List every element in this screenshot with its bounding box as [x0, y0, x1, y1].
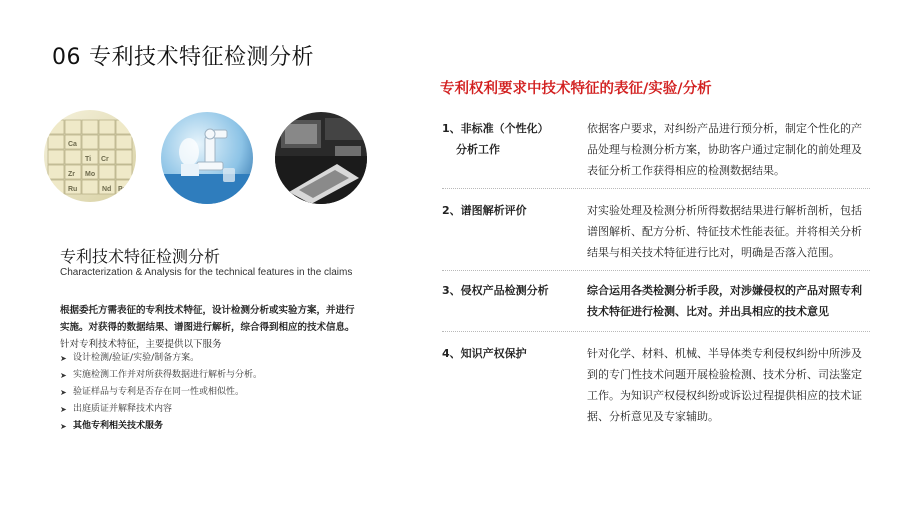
arrow-bullet-icon: ➤: [60, 405, 67, 414]
svg-text:Ca: Ca: [68, 141, 77, 148]
section-subheading: Characterization & Analysis for the technical features in the claims: [60, 267, 353, 278]
arrow-bullet-icon: ➤: [60, 388, 67, 397]
divider: [442, 270, 870, 271]
service-label: 1、非标准（个性化） 分析工作: [442, 122, 549, 156]
list-item: ➤ 出庭质证并解释技术内容: [60, 401, 262, 418]
arrow-bullet-icon: ➤: [60, 422, 67, 431]
periodic-table-image: [44, 110, 136, 202]
svg-text:Zr: Zr: [68, 171, 75, 178]
services-intro: 针对专利技术特征，主要提供以下服务: [60, 339, 222, 350]
list-item: ➤ 设计检测/验证/实验/制备方案。: [60, 350, 262, 367]
page-title: [52, 40, 314, 71]
svg-text:Cr: Cr: [101, 156, 109, 163]
image-strip: [44, 110, 424, 220]
microscope-lab-image: [161, 112, 253, 204]
service-label: 2、谱图解析评价: [442, 204, 527, 217]
service-label: 3、侵权产品检测分析: [442, 284, 549, 297]
svg-text:Ti: Ti: [85, 156, 92, 163]
page-title-text: 专利技术特征检测分析: [89, 45, 315, 70]
divider: [442, 331, 870, 332]
page-number: 06: [52, 45, 81, 70]
svg-text:Pm: Pm: [118, 186, 129, 193]
list-item: ➤ 实施检测工作并对所获得数据进行解析与分析。: [60, 367, 262, 384]
svg-text:Mo: Mo: [85, 171, 96, 178]
service-description: 综合运用各类检测分析手段，对涉嫌侵权的产品对照专利技术特征进行检测、比对。并出具相应的技术意见: [587, 284, 862, 318]
arrow-bullet-icon: ➤: [60, 354, 67, 363]
list-item: ➤ 其他专利相关技术服务: [60, 418, 262, 435]
svg-text:Nd: Nd: [102, 186, 112, 193]
service-description: 对实验处理及检测分析所得数据结果进行解析剖析，包括谱图解析、配方分析、特征技术性能表征。并将相关分析结果与相关技术特征进行比对，明确是否落入范围。: [587, 204, 862, 259]
service-description: 依据客户要求，对纠纷产品进行预分析，制定个性化的产品处理与检测分析方案，协助客户通过定制化的前处理及表征分析工作获得相应的检测数据结果。: [587, 122, 862, 177]
services-list: [60, 350, 262, 435]
section-heading: 专利技术特征检测分析: [60, 247, 221, 266]
service-label: 4、知识产权保护: [442, 347, 527, 360]
testing-equipment-image: [275, 112, 367, 204]
list-item: ➤ 验证样品与专利是否存在同一性或相似性。: [60, 384, 262, 401]
section-description: 根据委托方需表征的专利技术特征，设计检测分析或实验方案，并进行实施。对获得的数据结果、谱图进行解析，综合得到相应的技术信息。: [60, 305, 355, 333]
service-description: 针对化学、材料、机械、半导体类专利侵权纠纷中所涉及到的专门性技术问题开展检验检测、技术分析、司法鉴定工作。为知识产权侵权纠纷或诉讼过程提供相应的技术证据、分析意见及专家辅助。: [587, 347, 862, 423]
divider: [442, 188, 870, 189]
right-section-heading: 专利权利要求中技术特征的表征/实验/分析: [440, 81, 712, 97]
svg-text:Ru: Ru: [68, 186, 78, 193]
arrow-bullet-icon: ➤: [60, 371, 67, 380]
